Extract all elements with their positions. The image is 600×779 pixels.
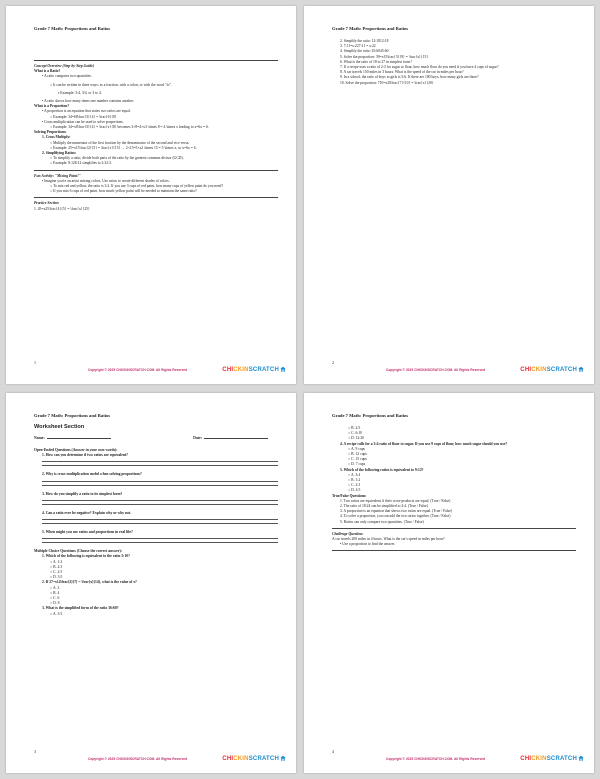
- copyright: Copyright © 2025 CHICKINSCRATCH.COM. All Rights Reserved: [88, 757, 188, 761]
- section-title: Challenge Question:: [332, 531, 364, 536]
- tf-question: 3. A proportion is an equation that shows two ratios are equal. (True / False): [340, 509, 453, 514]
- page-header: Grade 7 Math: Proportions and Ratios: [332, 26, 409, 31]
- subheading: Solving Proportions:: [34, 130, 67, 135]
- practice-item: 6. What is the ratio of 18 to 27 in simplest form?: [340, 59, 412, 64]
- step-heading: 1. Cross Multiply:: [42, 135, 71, 140]
- question: 2. If 27=x14\frac{2}{7} = \frac{x}{14}, what is the value of x?: [42, 580, 137, 585]
- divider: [34, 60, 278, 61]
- tf-question: 4. To solve a proportion, you can add the two ratios together. (True / False): [340, 514, 451, 519]
- page-number: 1: [34, 360, 36, 365]
- practice-item: 4. Simplify the ratio: 45:6045:60: [340, 49, 389, 54]
- date-label: Date:: [193, 436, 202, 440]
- option[interactable]: ○ D. 4:5: [348, 488, 361, 493]
- page-header: Grade 7 Math: Proportions and Ratios: [332, 413, 409, 418]
- option[interactable]: ○ A. 1:2: [50, 559, 63, 564]
- practice-item: 8. A car travels 150 miles in 3 hours. What is the speed of the car in miles per hour?: [340, 70, 464, 75]
- option[interactable]: ○ B. 2:3: [50, 564, 63, 569]
- house-icon: [578, 755, 584, 761]
- answer-line[interactable]: [42, 461, 278, 462]
- option[interactable]: ○ C. 6: [50, 596, 60, 601]
- sub-bullet: ○ If you mix 6 cups of red paint, how much yellow paint will be needed to maintain the same ratio?: [50, 189, 197, 194]
- section-title: Fun Activity: "Mixing Paint!": [34, 173, 81, 178]
- house-icon: [578, 366, 584, 372]
- name-field[interactable]: [47, 438, 111, 439]
- bullet: • Use a proportion to find the answer.: [340, 542, 396, 547]
- house-icon: [280, 366, 286, 372]
- page-1: [6, 6, 296, 384]
- answer-line[interactable]: [42, 500, 278, 501]
- section-title: Open-Ended Questions (Answer in your own words):: [34, 448, 118, 452]
- option[interactable]: ○ C. 6:10: [348, 431, 363, 436]
- option[interactable]: ○ A. 3:5: [50, 611, 63, 616]
- page-header: Grade 7 Math: Proportions and Ratios: [34, 413, 111, 418]
- sub-bullet: ○ Example: 34=68\frac{3}{4} = \frac{6}{8}: [50, 114, 117, 119]
- option[interactable]: ○ A. 3:4: [348, 472, 361, 477]
- question: 3. How do you simplify a ratio to its simplest form?: [42, 491, 123, 496]
- subheading: What is a Ratio?: [34, 69, 61, 74]
- question: 4. A recipe calls for a 3:4 ratio of flour to sugar. If you use 9 cups of flour, how much sugar should you use?: [340, 441, 508, 446]
- divider: [332, 550, 576, 551]
- page-number: 2: [332, 360, 334, 365]
- answer-line[interactable]: [42, 504, 278, 505]
- option[interactable]: ○ B. 4: [50, 590, 60, 595]
- copyright: Copyright © 2025 CHICKINSCRATCH.COM. All Rights Reserved: [88, 368, 188, 372]
- copyright: Copyright © 2025 CHICKINSCRATCH.COM. All Rights Reserved: [386, 368, 486, 372]
- date-field[interactable]: [204, 438, 268, 439]
- tf-question: 2. The ratio of 18:24 can be simplified to 3:4. (True / False): [340, 504, 428, 509]
- answer-line[interactable]: [42, 542, 278, 543]
- bullet: • A proportion is an equation that states two ratios are equal.: [42, 109, 131, 114]
- page-number: 4: [332, 749, 334, 754]
- divider: [34, 197, 278, 198]
- practice-item: 2. Simplify the ratio: 12:1812:18: [340, 39, 389, 43]
- option[interactable]: ○ C. 2:3: [348, 483, 361, 488]
- section-title: Concept Overview (Step-by-Step Guide): [34, 64, 95, 68]
- option[interactable]: ○ A. 3: [50, 585, 60, 590]
- question: 1. How can you determine if two ratios are equivalent?: [42, 453, 128, 458]
- challenge-text: A car travels 200 miles in 4 hours. What is the car's speed in miles per hour?: [332, 537, 445, 542]
- practice-item: 9. In a school, the ratio of boys to girls is 5:6. If there are 100 boys, how many girls are there?: [340, 75, 479, 80]
- sub-bullet: ○ To mix red and yellow, the ratio is 3:2. If you use 3 cups of red paint, how many cups of yellow paint do you need?: [50, 184, 224, 189]
- page-number: 3: [34, 749, 36, 754]
- divider: [34, 170, 278, 171]
- option[interactable]: ○ B. 12 cups: [348, 452, 367, 457]
- page-footer: [332, 749, 584, 761]
- brand-logo: CHICKINSCRATCH: [222, 755, 286, 762]
- page-footer: [34, 360, 286, 372]
- practice-item: 3. 7:11=x:227:11 = x:22: [340, 44, 376, 49]
- question: 4. Can a ratio ever be negative? Explain why or why not.: [42, 510, 132, 515]
- subheading: What is a Proportion?: [34, 104, 70, 109]
- step-heading: 2. Simplifying Ratios:: [42, 151, 77, 156]
- sub-sub-bullet: ▪ Example: 3:4, 3/4, or 3 to 4.: [58, 90, 102, 95]
- option[interactable]: ○ C. 2:5: [50, 570, 63, 575]
- tf-question: 5. Ratios can only compare two quantities. (True / False): [340, 519, 424, 524]
- practice-item: 1. 45=x25\frac{4}{5} = \frac{x}{25}: [34, 206, 90, 211]
- section-title: True/False Questions:: [332, 493, 367, 498]
- question: 1. Which of the following is equivalent to the ratio 5:10?: [42, 554, 130, 559]
- page-3: [6, 393, 296, 773]
- option[interactable]: ○ C. 15 cups: [348, 457, 367, 462]
- practice-item: 7. If a recipe uses a ratio of 2:3 for sugar to flour, how much flour do you need if you have 4 cups of sugar?: [340, 65, 499, 70]
- sub-bullet: ○ Example: 25=x15\frac{2}{5} = \frac{x}{15} → 2×15=5×x2 \times 15 = 5 \times x, so x=6x = 6.: [50, 145, 197, 150]
- answer-line[interactable]: [42, 485, 278, 486]
- practice-item: 5. Solve the proportion: 39=x15\frac{3}{9} = \frac{x}{15}: [340, 54, 429, 59]
- sub-bullet: ○ Example: 34=x8\frac{3}{4} = \frac{x}{8} becomes 3×8=4×x3 \times 8 = 4 \times x leading to x=6x = 6.: [50, 125, 209, 130]
- question: 3. What is the simplified form of the ratio 36:60?: [42, 606, 119, 611]
- section-title: Practice Section: [34, 201, 59, 206]
- answer-line[interactable]: [42, 538, 278, 539]
- answer-line[interactable]: [42, 523, 278, 524]
- divider: [332, 528, 576, 529]
- bullet: • Imagine you're an artist mixing colors. Use ratios to create different shades of colors.: [42, 178, 170, 183]
- brand-logo: CHICKINSCRATCH: [222, 366, 286, 373]
- question: 5. When might you use ratios and proportions in real life?: [42, 530, 133, 535]
- bullet: • A ratio compares two quantities.: [42, 74, 92, 79]
- sub-bullet: ○ It can be written in three ways: as a fraction, with a colon, or with the word "to".: [50, 82, 172, 87]
- bullet: • A ratio shows how many times one number contains another.: [42, 99, 134, 104]
- option[interactable]: ○ D. 12:20: [348, 436, 365, 441]
- page-footer: [332, 360, 584, 372]
- page-header: Grade 7 Math: Proportions and Ratios: [34, 26, 111, 31]
- name-label: Name:: [34, 436, 45, 440]
- answer-line[interactable]: [42, 481, 278, 482]
- option[interactable]: ○ D. 8: [50, 601, 60, 606]
- name-date-row: [34, 436, 278, 440]
- page-footer: [34, 749, 286, 761]
- question: 2. Why is cross-multiplication useful when solving proportions?: [42, 472, 142, 477]
- page-4: [304, 393, 594, 773]
- answer-line[interactable]: [42, 519, 278, 520]
- question: 5. Which of the following ratios is equivalent to 9:12?: [340, 467, 424, 472]
- sub-bullet: ○ Multiply the numerator of the first fraction by the denominator of the second and vice versa.: [50, 140, 190, 145]
- sub-bullet: ○ To simplify a ratio, divide both parts of the ratio by the greatest common divisor (GCD).: [50, 156, 184, 161]
- page-2: [304, 6, 594, 384]
- house-icon: [280, 755, 286, 761]
- option[interactable]: ○ B. 1:2: [348, 478, 361, 483]
- section-title: Multiple Choice Questions (Choose the correct answer):: [34, 549, 123, 554]
- tf-question: 1. Two ratios are equivalent if their cross-products are equal. (True / False): [340, 498, 451, 503]
- option[interactable]: ○ B. 2:5: [348, 426, 361, 430]
- answer-line[interactable]: [42, 465, 278, 466]
- option[interactable]: ○ A. 9 cups: [348, 446, 365, 451]
- option[interactable]: ○ D. 3:5: [50, 575, 63, 580]
- worksheet-title: Worksheet Section: [34, 424, 85, 430]
- practice-item: 10. Solve the proportion: 710=x20\frac{7}{10} = \frac{x}{20}: [340, 80, 434, 85]
- bullet: • Cross multiplication can be used to solve proportions.: [42, 119, 124, 124]
- sub-bullet: ○ Example: 8:128:12 simplifies to 2:32:3.: [50, 161, 112, 166]
- copyright: Copyright © 2025 CHICKINSCRATCH.COM. All Rights Reserved: [386, 757, 486, 761]
- option[interactable]: ○ D. 7 cups: [348, 462, 366, 467]
- brand-logo: CHICKINSCRATCH: [520, 755, 584, 762]
- brand-logo: CHICKINSCRATCH: [520, 366, 584, 373]
